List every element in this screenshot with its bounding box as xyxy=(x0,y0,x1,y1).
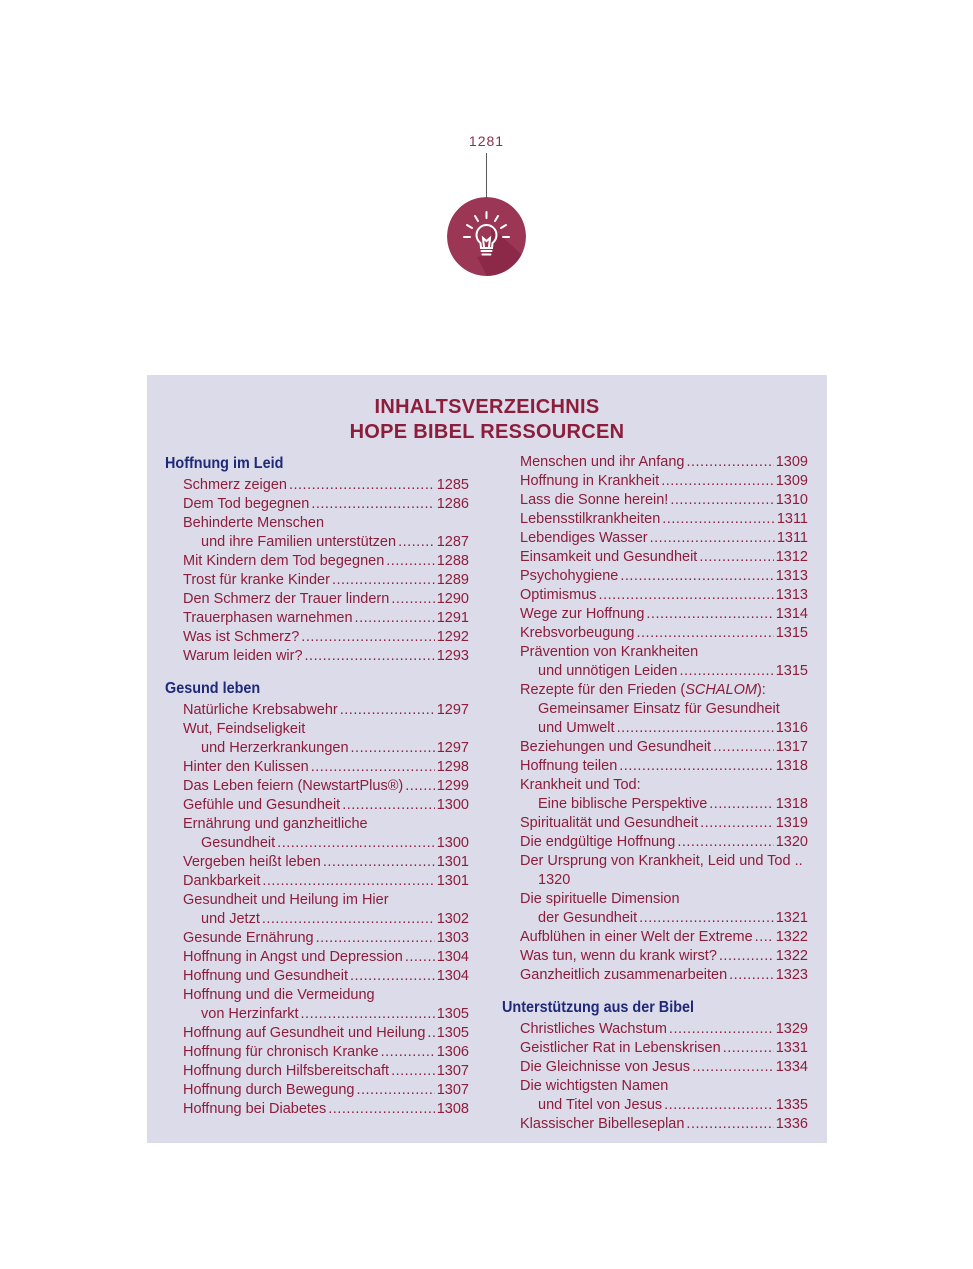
entry-page: 1320 xyxy=(775,834,808,850)
toc-entry[interactable] xyxy=(520,1058,808,1077)
toc-entry[interactable] xyxy=(520,966,808,985)
entry-page: 1318 xyxy=(775,758,808,774)
toc-entry[interactable] xyxy=(183,552,469,571)
entry-title: Hoffnung für chronisch Kranke xyxy=(183,1044,379,1060)
entry-page: 1331 xyxy=(775,1040,808,1056)
entry-page: 1309 xyxy=(775,473,808,489)
entry-page: 1303 xyxy=(436,930,469,946)
toc-entry[interactable] xyxy=(183,1062,469,1081)
toc-panel xyxy=(147,375,827,1143)
entry-page: 1301 xyxy=(436,873,469,889)
entry-page: 1322 xyxy=(775,929,808,945)
toc-entry[interactable] xyxy=(183,1081,469,1100)
lightbulb-icon xyxy=(447,197,526,276)
toc-entry-continued[interactable] xyxy=(201,834,469,853)
entry-page: 1305 xyxy=(436,1006,469,1022)
toc-entry[interactable] xyxy=(520,738,808,757)
toc-entry[interactable] xyxy=(183,891,469,910)
entry-title: Krankheit und Tod: xyxy=(520,777,641,793)
toc-entry-continued[interactable] xyxy=(201,910,469,929)
entry-page: 1291 xyxy=(436,610,469,626)
entry-page: 1297 xyxy=(436,702,469,718)
toc-entry-continued[interactable] xyxy=(538,795,808,814)
entry-page: 1322 xyxy=(775,948,808,964)
toc-entry[interactable] xyxy=(520,567,808,586)
toc-entry[interactable] xyxy=(183,777,469,796)
toc-entry[interactable] xyxy=(183,476,469,495)
toc-entry-continued[interactable] xyxy=(201,739,469,758)
entry-page: 1310 xyxy=(775,492,808,508)
entry-page: 1300 xyxy=(436,797,469,813)
entry-page: 1313 xyxy=(775,587,808,603)
toc-entry[interactable] xyxy=(183,967,469,986)
entry-title: Lebendiges Wasser xyxy=(520,530,648,546)
toc-title-line-1: INHALTSVERZEICHNIS xyxy=(374,396,600,418)
toc-entry[interactable] xyxy=(183,853,469,872)
toc-entry[interactable] xyxy=(520,453,808,472)
toc-entry[interactable] xyxy=(183,571,469,590)
toc-entry[interactable] xyxy=(520,1077,808,1096)
entry-title: und Herzerkrankungen xyxy=(201,740,349,756)
entry-title: Klassischer Bibelleseplan xyxy=(520,1116,685,1132)
entry-title: Hoffnung bei Diabetes xyxy=(183,1101,327,1117)
toc-entry[interactable] xyxy=(183,758,469,777)
entry-title: Trauerphasen warnehmen xyxy=(183,610,353,626)
toc-entry[interactable] xyxy=(183,872,469,891)
toc-entry[interactable] xyxy=(520,757,808,776)
entry-page: 1307 xyxy=(436,1063,469,1079)
entry-title: Hoffnung teilen xyxy=(520,758,618,774)
toc-entry[interactable] xyxy=(520,605,808,624)
entry-page: 1335 xyxy=(775,1097,808,1113)
entry-page: 1285 xyxy=(436,477,469,493)
entry-title-part: ): xyxy=(756,682,766,698)
entry-title: Hoffnung in Krankheit xyxy=(520,473,660,489)
toc-entry-continued[interactable] xyxy=(538,909,808,928)
entry-title: Was tun, wenn du krank wirst? xyxy=(520,948,717,964)
entry-page: 1289 xyxy=(436,572,469,588)
entry-page: 1306 xyxy=(436,1044,469,1060)
toc-entry[interactable] xyxy=(520,814,808,833)
entry-page: 1287 xyxy=(436,534,469,550)
entry-title: Hoffnung und Gesundheit xyxy=(183,968,349,984)
lightbulb-badge xyxy=(447,197,526,276)
connector-line xyxy=(486,153,487,199)
toc-entry[interactable] xyxy=(520,624,808,643)
section-heading: Gesund leben xyxy=(165,680,261,697)
entry-title: Hoffnung durch Hilfsbereitschaft xyxy=(183,1063,390,1079)
toc-entry[interactable] xyxy=(183,628,469,647)
entry-title: Gesunde Ernährung xyxy=(183,930,314,946)
entry-page: 1293 xyxy=(436,648,469,664)
entry-title: der Gesundheit xyxy=(538,910,638,926)
toc-entry[interactable] xyxy=(183,495,469,514)
entry-title: Ganzheitlich zusammenarbeiten xyxy=(520,967,728,983)
toc-entry[interactable] xyxy=(183,1100,469,1119)
entry-page: 1311 xyxy=(776,530,808,546)
toc-entry-continued[interactable] xyxy=(201,1005,469,1024)
section-heading: Hoffnung im Leid xyxy=(165,455,284,472)
toc-entry[interactable] xyxy=(520,643,808,662)
entry-page: 1318 xyxy=(775,796,808,812)
entry-page: 1329 xyxy=(775,1021,808,1037)
entry-page: 1302 xyxy=(436,911,469,927)
entry-title: Optimismus xyxy=(520,587,597,603)
entry-page: 1292 xyxy=(436,629,469,645)
entry-title: Lass die Sonne herein! xyxy=(520,492,669,508)
entry-page: 1304 xyxy=(436,968,469,984)
entry-title: Trost für kranke Kinder xyxy=(183,572,330,588)
entry-page: 1304 xyxy=(436,949,469,965)
entry-title: Schmerz zeigen xyxy=(183,477,287,493)
entry-title: Hoffnung auf Gesundheit und Heilung xyxy=(183,1025,426,1041)
entry-title: Psychohygiene xyxy=(520,568,619,584)
toc-entry-continued[interactable] xyxy=(201,533,469,552)
entry-page: 1312 xyxy=(775,549,808,565)
entry-title xyxy=(520,681,766,700)
entry-page: 1313 xyxy=(775,568,808,584)
entry-title: Prävention von Krankheiten xyxy=(520,644,699,660)
toc-entry[interactable] xyxy=(520,776,808,795)
entry-page: 1290 xyxy=(436,591,469,607)
entry-page: 1298 xyxy=(436,759,469,775)
entry-title: Dankbarkeit xyxy=(183,873,261,889)
entry-title: Gefühle und Gesundheit xyxy=(183,797,341,813)
entry-page: 1323 xyxy=(775,967,808,983)
toc-entry[interactable] xyxy=(520,1115,808,1134)
entry-title: Natürliche Krebsabwehr xyxy=(183,702,338,718)
toc-entry[interactable] xyxy=(183,590,469,609)
entry-title: Mit Kindern dem Tod begegnen xyxy=(183,553,385,569)
entry-page: 1336 xyxy=(775,1116,808,1132)
entry-title: Geistlicher Rat in Lebenskrisen xyxy=(520,1040,721,1056)
toc-entry[interactable] xyxy=(183,514,469,533)
entry-page: 1305 xyxy=(436,1025,469,1041)
toc-entry[interactable] xyxy=(183,948,469,967)
entry-title: Hinter den Kulissen xyxy=(183,759,309,775)
entry-page: 1307 xyxy=(436,1082,469,1098)
entry-page: 1288 xyxy=(436,553,469,569)
toc-entry-continued[interactable] xyxy=(538,662,808,681)
toc-entry[interactable] xyxy=(520,529,808,548)
toc-column-left xyxy=(165,453,469,1119)
toc-entry[interactable] xyxy=(520,833,808,852)
entry-page: 1316 xyxy=(775,720,808,736)
entry-page: 1311 xyxy=(776,511,808,527)
entry-title: von Herzinfarkt xyxy=(201,1006,299,1022)
entry-title: Der Ursprung von Krankheit, Leid und Tod .. xyxy=(520,853,803,869)
entry-page: 1308 xyxy=(436,1101,469,1117)
toc-title-line-2: HOPE BIBEL RESSOURCEN xyxy=(349,421,625,443)
entry-title: Die endgültige Hoffnung xyxy=(520,834,676,850)
entry-title: Die spirituelle Dimension xyxy=(520,891,680,907)
entry-page: 1315 xyxy=(775,663,808,679)
entry-title: Menschen und ihr Anfang xyxy=(520,454,685,470)
entry-page: 1300 xyxy=(436,835,469,851)
toc-entry[interactable] xyxy=(520,681,808,700)
entry-title: Den Schmerz der Trauer lindern xyxy=(183,591,390,607)
entry-title: Aufblühen in einer Welt der Extreme xyxy=(520,929,753,945)
entry-title: Lebensstilkrankheiten xyxy=(520,511,661,527)
toc-entry-continued[interactable] xyxy=(538,700,808,719)
entry-page: 1334 xyxy=(775,1059,808,1075)
entry-title: und Umwelt xyxy=(538,720,615,736)
toc-entry[interactable] xyxy=(183,986,469,1005)
toc-entry-continued[interactable] xyxy=(538,719,808,738)
entry-page: 1315 xyxy=(775,625,808,641)
toc-entry[interactable] xyxy=(183,609,469,628)
toc-entry[interactable] xyxy=(183,701,469,720)
entry-title: Ernährung und ganzheitliche xyxy=(183,816,368,832)
entry-title-italic: SCHALOM xyxy=(685,682,757,698)
page-number: 1281 xyxy=(468,133,505,149)
entry-page: 1297 xyxy=(436,740,469,756)
toc-entry[interactable] xyxy=(520,852,808,871)
entry-title: Gesundheit und Heilung im Hier xyxy=(183,892,389,908)
entry-title: und Jetzt xyxy=(201,911,260,927)
entry-title: Spiritualität und Gesundheit xyxy=(520,815,699,831)
toc-entry[interactable] xyxy=(520,1020,808,1039)
toc-entry[interactable] xyxy=(183,720,469,739)
toc-entry[interactable] xyxy=(520,548,808,567)
toc-entry[interactable] xyxy=(183,1043,469,1062)
entry-title: Die Gleichnisse von Jesus xyxy=(520,1059,691,1075)
toc-title xyxy=(147,395,827,445)
entry-title: Dem Tod begegnen xyxy=(183,496,310,512)
entry-title: Hoffnung in Angst und Depression xyxy=(183,949,403,965)
toc-entry[interactable] xyxy=(183,815,469,834)
entry-title: Das Leben feiern (NewstartPlus®) xyxy=(183,778,404,794)
toc-entry[interactable] xyxy=(520,947,808,966)
section-heading: Unterstützung aus der Bibel xyxy=(502,999,695,1016)
entry-title: und unnötigen Leiden xyxy=(538,663,678,679)
entry-title: Vergeben heißt leben xyxy=(183,854,321,870)
toc-entry[interactable] xyxy=(183,1024,469,1043)
toc-entry[interactable] xyxy=(520,890,808,909)
entry-page: 1301 xyxy=(436,854,469,870)
entry-title: Wege zur Hoffnung xyxy=(520,606,645,622)
toc-entry[interactable] xyxy=(520,1039,808,1058)
toc-entry[interactable] xyxy=(520,472,808,491)
toc-entry[interactable] xyxy=(520,491,808,510)
entry-title: Krebsvorbeugung xyxy=(520,625,635,641)
entry-title: Hoffnung und die Vermeidung xyxy=(183,987,375,1003)
toc-entry-continued[interactable] xyxy=(538,1096,808,1115)
toc-entry[interactable] xyxy=(520,928,808,947)
entry-title: Christliches Wachstum xyxy=(520,1021,667,1037)
entry-title: Gemeinsamer Einsatz für Gesundheit xyxy=(538,701,780,717)
entry-page: 1319 xyxy=(775,815,808,831)
entry-title: Warum leiden wir? xyxy=(183,648,303,664)
entry-title: Hoffnung durch Bewegung xyxy=(183,1082,355,1098)
entry-title: und Titel von Jesus xyxy=(538,1097,663,1113)
entry-title-part: Rezepte für den Frieden ( xyxy=(520,682,686,698)
entry-title: Was ist Schmerz? xyxy=(183,629,300,645)
entry-title: Behinderte Menschen xyxy=(183,515,325,531)
toc-entry-continued[interactable] xyxy=(538,871,808,890)
entry-page: 1320 xyxy=(538,872,571,888)
entry-page: 1321 xyxy=(775,910,808,926)
toc-entry[interactable] xyxy=(520,586,808,605)
toc-entry[interactable] xyxy=(183,647,469,666)
entry-title: Eine biblische Perspektive xyxy=(538,796,708,812)
toc-entry[interactable] xyxy=(183,796,469,815)
entry-title: Wut, Feindseligkeit xyxy=(183,721,306,737)
entry-title: und ihre Familien unterstützen xyxy=(201,534,397,550)
entry-page: 1314 xyxy=(775,606,808,622)
entry-page: 1299 xyxy=(436,778,469,794)
entry-title: Die wichtigsten Namen xyxy=(520,1078,669,1094)
toc-entry[interactable] xyxy=(183,929,469,948)
toc-entry[interactable] xyxy=(520,510,808,529)
entry-title: Beziehungen und Gesundheit xyxy=(520,739,712,755)
entry-title: Einsamkeit und Gesundheit xyxy=(520,549,698,565)
entry-page: 1286 xyxy=(436,496,469,512)
entry-title: Gesundheit xyxy=(201,835,276,851)
toc-column-right xyxy=(502,453,808,1134)
entry-page: 1317 xyxy=(775,739,808,755)
entry-page: 1309 xyxy=(775,454,808,470)
